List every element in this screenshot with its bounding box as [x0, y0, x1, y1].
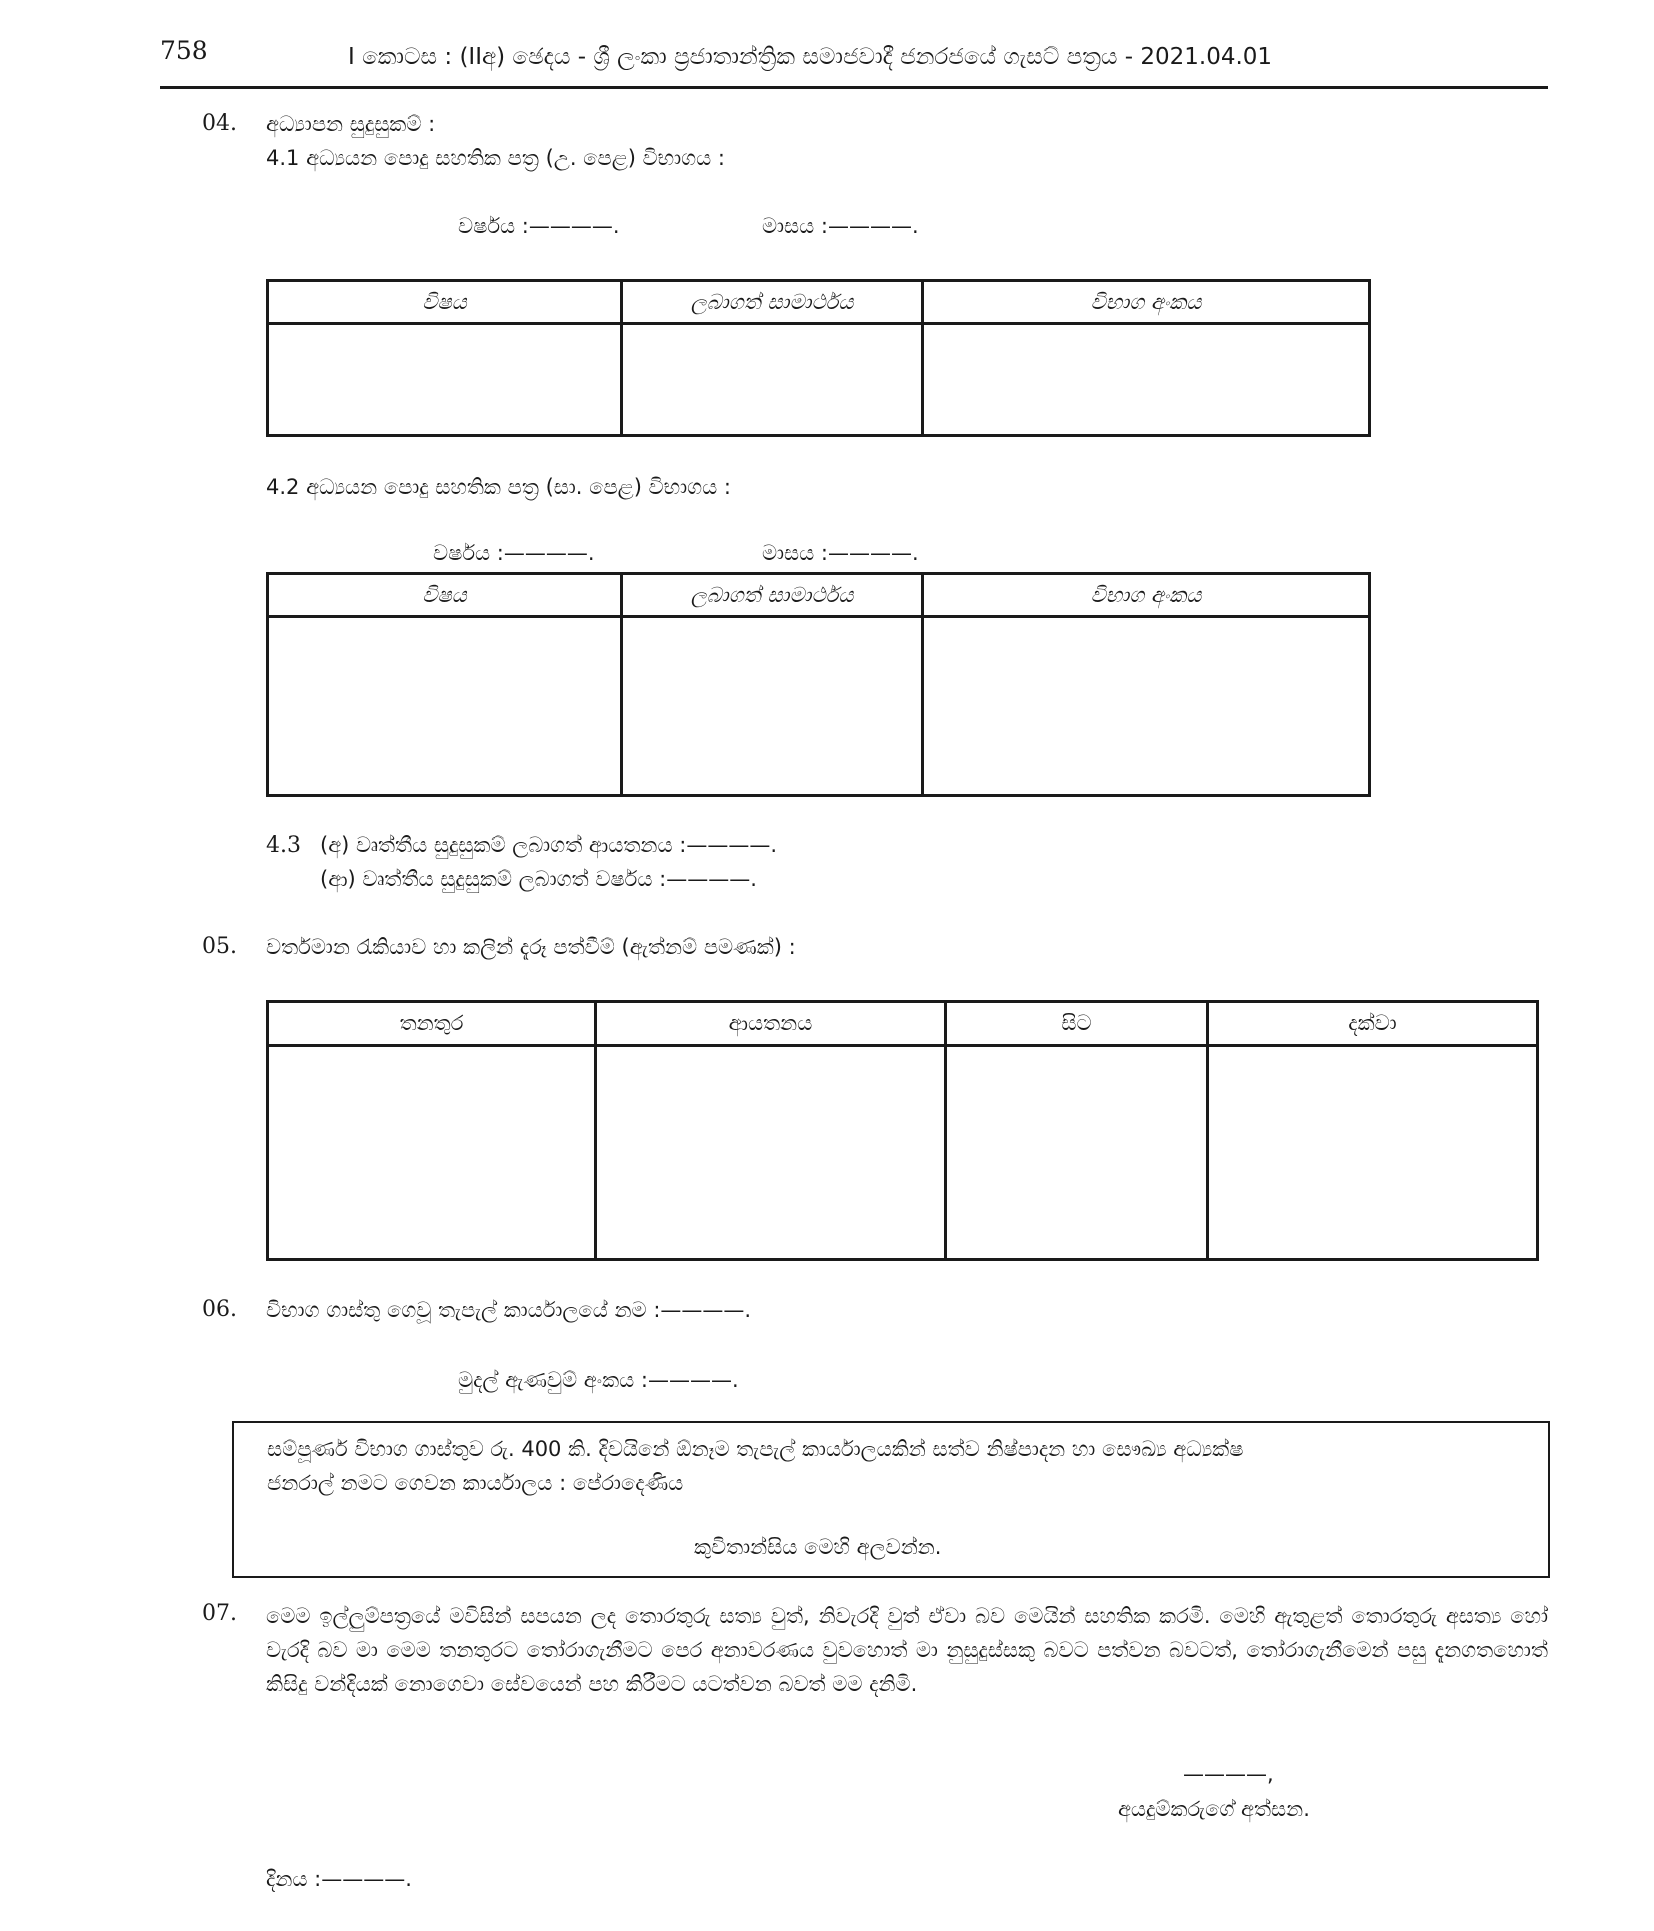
page-number: 758: [160, 36, 208, 65]
ol-col-result: ලබාගත් සාමාර්ථය: [622, 574, 923, 617]
al-col-subject: විෂය: [268, 281, 622, 324]
header-divider: [160, 86, 1548, 89]
ol-index-cell[interactable]: [923, 617, 1370, 796]
section-07-number: 07.: [202, 1601, 237, 1626]
al-year-field[interactable]: වර්ෂය :————.: [458, 214, 620, 238]
al-result-cell[interactable]: [622, 324, 923, 436]
section-06-number: 06.: [202, 1297, 237, 1322]
post-office-name-field[interactable]: විභාග ගාස්තු ගෙවූ තැපැල් කාර්යාලයේ නම :————.: [266, 1298, 752, 1322]
section-04-number: 04.: [202, 111, 237, 136]
ol-year-field[interactable]: වර්ෂය :————.: [433, 541, 595, 565]
professional-institute-field[interactable]: (අ) වෘත්තීය සුදුසුකම් ලබාගත් ආයතනය :————.: [320, 833, 778, 857]
employment-table: [266, 1000, 1539, 1261]
al-results-table: [266, 279, 1371, 437]
emp-post-cell[interactable]: [268, 1046, 596, 1260]
emp-col-institute: ආයතනය: [596, 1002, 946, 1046]
section-05-title: වර්තමාන රැකියාව හා කලින් දැරූ පත්වීම් (ඇත්නම් පමණක්) :: [266, 935, 796, 959]
section-4-1-title: 4.1 අධ්‍යයන පොදු සහතික පත්‍ර (උ. පෙළ) විභාගය :: [266, 146, 725, 170]
section-4-2-title: 4.2 අධ්‍යයන පොදු සහතික පත්‍ර (සා. පෙළ) විභාගය :: [266, 475, 731, 499]
declaration-text: මෙම ඉල්ලුම්පත්‍රයේ මවිසින් සපයන ලද තොරතුරු සත්‍ය වුත්, නිවැරදි වුත් ඒවා බව මෙයින් සහතික කරමි. මෙහි ඇතුළත් තොරතුරු අසත්‍ය හෝ වැරදි බව මා මෙම තනතුරට තෝරාගැනීමට පෙර අනාවරණය වුවහොත් මා නුසුදුස්සකු බවට පත්වන බවටත්, තෝරාගැනීමෙන් පසු දැනගතහොත් කිසිදු වන්දියක් නොගෙවා සේවයෙන් පහ කිරීමට යටත්වන බවත් මම දනිමි.: [266, 1604, 1548, 1696]
fee-notice-line1: සම්පූර්ණ විභාග ගාස්තුව රු. 400 කි. දිවයිනේ ඕනෑම තැපැල් කාර්යාලයකින් සත්ව නිෂ්පාදන හා සෞඛ්‍ය අධ්‍යක්ෂ: [267, 1437, 1244, 1461]
al-month-field[interactable]: මාසය :————.: [762, 214, 919, 238]
signature-line[interactable]: ————,: [1183, 1762, 1274, 1786]
emp-col-from: සිට: [946, 1002, 1208, 1046]
ol-col-subject: විෂය: [268, 574, 622, 617]
section-04-title: අධ්‍යාපන සුදුසුකම් :: [266, 112, 436, 136]
emp-col-post: තනතුර: [268, 1002, 596, 1046]
applicant-signature-label: අයදුම්කරුගේ අත්සන.: [1118, 1797, 1310, 1821]
emp-institute-cell[interactable]: [596, 1046, 946, 1260]
money-order-number-field[interactable]: මුදල් ඇණවුම් අංකය :————.: [458, 1368, 739, 1392]
emp-to-cell[interactable]: [1208, 1046, 1538, 1260]
ol-month-field[interactable]: මාසය :————.: [762, 541, 919, 565]
ol-subject-cell[interactable]: [268, 617, 622, 796]
emp-col-to: දක්වා: [1208, 1002, 1538, 1046]
fee-notice-line2: ජනරාල් නමට ගෙවන කාර්යාලය : පේරාදෙණිය: [267, 1471, 684, 1495]
al-col-result: ලබාගත් සාමාර්ථය: [622, 281, 923, 324]
date-field[interactable]: දිනය :————.: [266, 1867, 412, 1891]
receipt-paste-instruction: කුවිතාන්සිය මෙහි අලවන්න.: [694, 1535, 942, 1559]
fee-notice-box: [232, 1421, 1550, 1578]
ol-result-cell[interactable]: [622, 617, 923, 796]
section-4-3-number: 4.3: [266, 833, 301, 858]
emp-from-cell[interactable]: [946, 1046, 1208, 1260]
gazette-header-title: I කොටස : (IIඅ) ඡෙදය - ශ්‍රී ලංකා ප්‍රජාතාන්ත්‍රික සමාජවාදී ජනරජයේ ගැසට් පත්‍රය - 2021.04.01: [348, 44, 1273, 70]
ol-results-table: [266, 572, 1371, 797]
professional-year-field[interactable]: (ආ) වෘත්තීය සුදුසුකම් ලබාගත් වර්ෂය :————.: [320, 867, 757, 891]
ol-col-index: විභාග අංකය: [923, 574, 1370, 617]
al-index-cell[interactable]: [923, 324, 1370, 436]
al-col-index: විභාග අංකය: [923, 281, 1370, 324]
al-subject-cell[interactable]: [268, 324, 622, 436]
section-05-number: 05.: [202, 934, 237, 959]
